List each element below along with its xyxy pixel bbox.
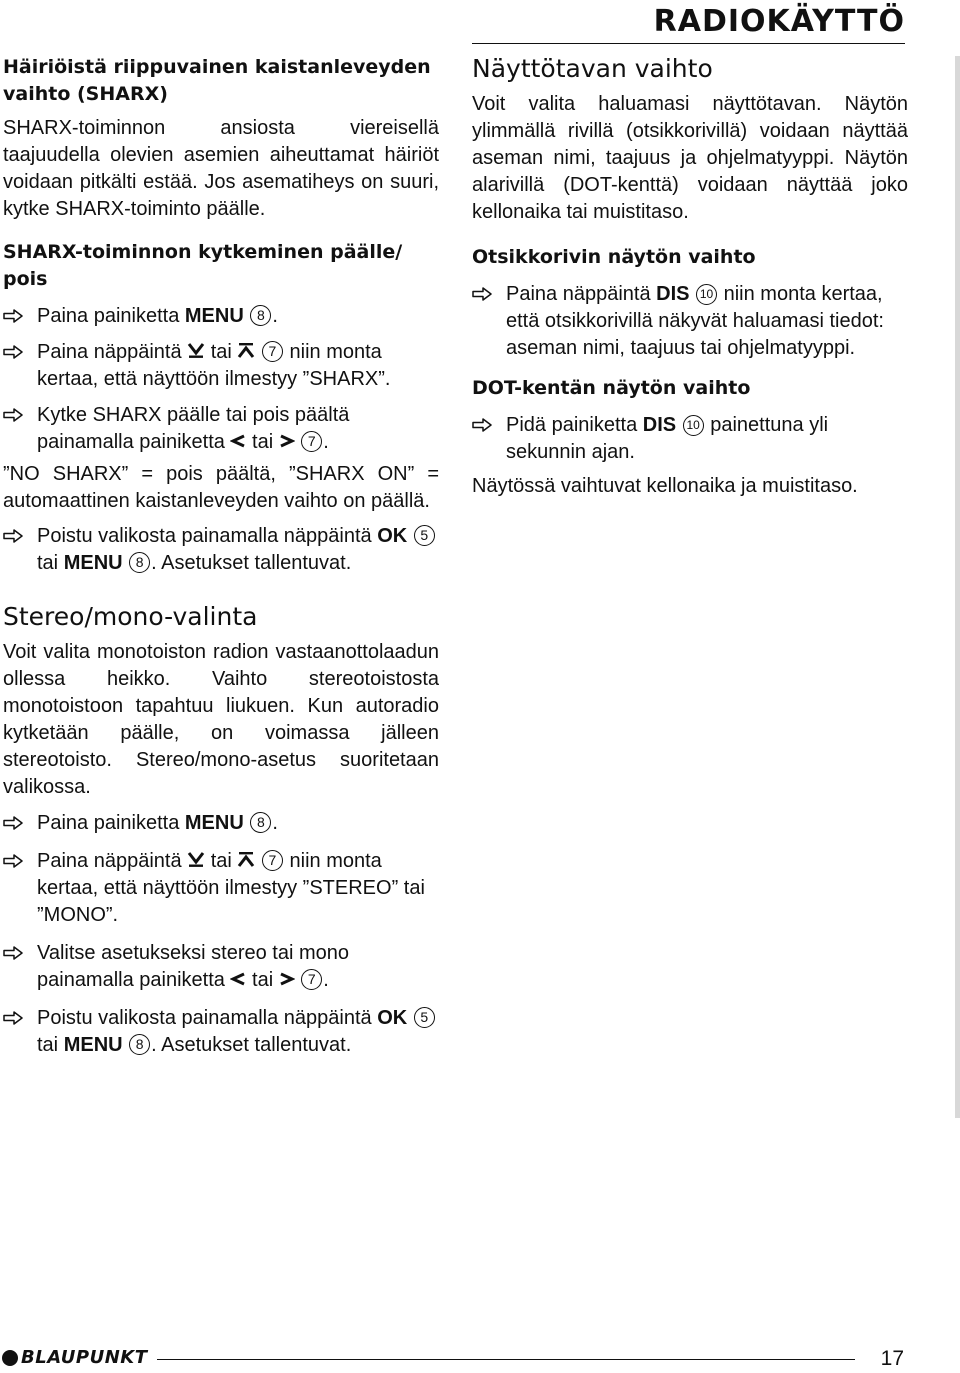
display-title: Näyttötavan vaihto	[472, 54, 713, 83]
step-text: tai	[210, 341, 232, 363]
right-column	[472, 54, 908, 500]
step-arrow-icon	[472, 418, 492, 432]
display-intro: Voit valita haluamasi näyttötavan. Näytön ylimmällä rivillä (otsikkorivillä) voidaan näyttää aseman nimi, taajuus ja ohjelmatyyppi. Näytön alarivillä (DOT-kenttä) voidaan näyttää joko kellonaika tai muistitaso.	[472, 93, 908, 223]
down-key-icon	[187, 851, 205, 868]
left-column	[3, 54, 439, 1059]
step-text: Paina näppäintä	[37, 850, 182, 872]
number-badge: 8	[250, 812, 271, 833]
step-text: tai	[210, 850, 232, 872]
left-key-icon	[230, 433, 246, 449]
step-text: Kytke SHARX päälle tai pois päältä painamalla painiketta	[37, 404, 350, 453]
right-key-icon	[279, 971, 295, 987]
dot-title: DOT-kentän näytön vaihto	[472, 377, 751, 399]
step-text: Pidä painiketta	[506, 414, 638, 436]
stereo-step-3: Valitse asetukseksi stereo tai mono painamalla painiketta tai 7 .	[3, 940, 439, 994]
stereo-intro: Voit valita monotoiston radion vastaanottolaadun ollessa heikko. Vaihto stereotoistosta monotoistoon tapahtuu liukuen. Kun autoradio kytketään päälle, on voimassa jälleen stereotoisto. Stereo/mono-asetus suoritetaan valikossa.	[3, 641, 439, 798]
step-text: Paina painiketta	[37, 305, 180, 327]
step-text: Asetukset tallentuvat.	[161, 552, 352, 574]
step-text: niin monta kertaa, että otsikkorivillä näkyvät haluamasi tiedot: aseman nimi, taajuus tai ohjelmatyyppi.	[506, 283, 884, 359]
number-badge: 8	[129, 552, 150, 573]
number-badge: 7	[262, 850, 283, 871]
step-text: Paina painiketta	[37, 812, 180, 834]
sharx-step-1: Paina painiketta MENU 8 .	[3, 303, 439, 330]
step-text: Paina näppäintä	[37, 341, 182, 363]
number-badge: 7	[262, 341, 283, 362]
sharx-title: Häiriöistä riippuvainen kaistanleveyden vaihto (SHARX)	[3, 56, 431, 105]
step-arrow-icon	[3, 1011, 23, 1025]
sharx-step-2	[3, 339, 439, 393]
step-arrow-icon	[3, 529, 23, 543]
brand-logo	[2, 1347, 148, 1368]
up-key-icon	[237, 342, 255, 359]
menu-key-label: MENU	[184, 812, 244, 834]
menu-key-label: MENU	[63, 1034, 123, 1056]
dis-key-label: DIS	[642, 414, 677, 436]
step-arrow-icon	[3, 345, 23, 359]
step-text: tai	[252, 969, 274, 991]
step-arrow-icon	[3, 946, 23, 960]
step-text: niin monta kertaa, että näyttöön ilmestyy ”STEREO” tai ”MONO”.	[37, 850, 425, 926]
step-text: Paina näppäintä	[506, 283, 651, 305]
step-text: Asetukset tallentuvat.	[161, 1034, 352, 1056]
page-header-title: RADIOKÄYTTÖ	[653, 4, 905, 39]
number-badge: 8	[129, 1034, 150, 1055]
dot-note: Näytössä vaihtuvat kellonaika ja muistitaso.	[472, 475, 858, 497]
display-step-1	[472, 281, 908, 362]
number-badge: 10	[683, 415, 704, 436]
header-row-title: Otsikkorivin näytön vaihto	[472, 246, 756, 268]
up-key-icon	[237, 851, 255, 868]
left-key-icon	[230, 971, 246, 987]
number-badge: 7	[301, 969, 322, 990]
page-edge-band	[955, 56, 960, 1118]
step-text: Poistu valikosta painamalla näppäintä	[37, 525, 372, 547]
step-text: tai	[37, 552, 59, 574]
sharx-step-4: Poistu valikosta painamalla näppäintä OK 5 tai MENU 8 . Asetukset tallentuvat.	[3, 523, 439, 577]
header-rule	[472, 43, 905, 44]
number-badge: 10	[696, 284, 717, 305]
step-text: niin monta kertaa, että näyttöön ilmestyy ”SHARX”.	[37, 341, 391, 390]
step-arrow-icon	[3, 854, 23, 868]
sharx-onoff-title: SHARX-toiminnon kytkeminen päälle/ pois	[3, 241, 403, 290]
step-text: painettuna yli sekunnin ajan.	[506, 414, 829, 463]
sharx-intro: SHARX-toiminnon ansiosta viereisellä taajuudella olevien asemien aiheuttamat häiriöt voidaan pitkälti estää. Jos asematiheys on suuri, kytke SHARX-toiminto päälle.	[3, 117, 439, 220]
number-badge: 7	[301, 431, 322, 452]
step-text: tai	[252, 431, 274, 453]
step-text: tai	[37, 1034, 59, 1056]
right-key-icon	[279, 433, 295, 449]
sharx-note: ”NO SHARX” = pois päältä, ”SHARX ON” = automaattinen kaistanleveyden vaihto on päällä.	[3, 463, 439, 512]
sharx-step-3: Kytke SHARX päälle tai pois päältä painamalla painiketta tai 7 .	[3, 402, 439, 456]
step-arrow-icon	[3, 816, 23, 830]
ok-key-label: OK	[377, 525, 408, 547]
footer-rule	[157, 1359, 855, 1360]
step-arrow-icon	[3, 408, 23, 422]
number-badge: 8	[250, 305, 271, 326]
down-key-icon	[187, 342, 205, 359]
step-text: Valitse asetukseksi stereo tai mono painamalla painiketta	[37, 942, 350, 991]
menu-key-label: MENU	[63, 552, 123, 574]
stereo-title: Stereo/mono-valinta	[3, 602, 258, 631]
brand-name: BLAUPUNKT	[21, 1347, 148, 1368]
step-text: Poistu valikosta painamalla näppäintä	[37, 1007, 372, 1029]
ok-key-label: OK	[377, 1007, 408, 1029]
stereo-step-4: Poistu valikosta painamalla näppäintä OK 5 tai MENU 8 . Asetukset tallentuvat.	[3, 1005, 439, 1059]
logo-dot-icon	[2, 1350, 18, 1366]
number-badge: 5	[414, 525, 435, 546]
page-number: 17	[880, 1347, 904, 1370]
display-step-2	[472, 412, 908, 466]
number-badge: 5	[414, 1007, 435, 1028]
menu-key-label: MENU	[184, 305, 244, 327]
step-arrow-icon	[3, 309, 23, 323]
stereo-step-1: Paina painiketta MENU 8 .	[3, 810, 439, 837]
dis-key-label: DIS	[656, 283, 690, 305]
step-arrow-icon	[472, 287, 492, 301]
stereo-step-2	[3, 848, 439, 929]
